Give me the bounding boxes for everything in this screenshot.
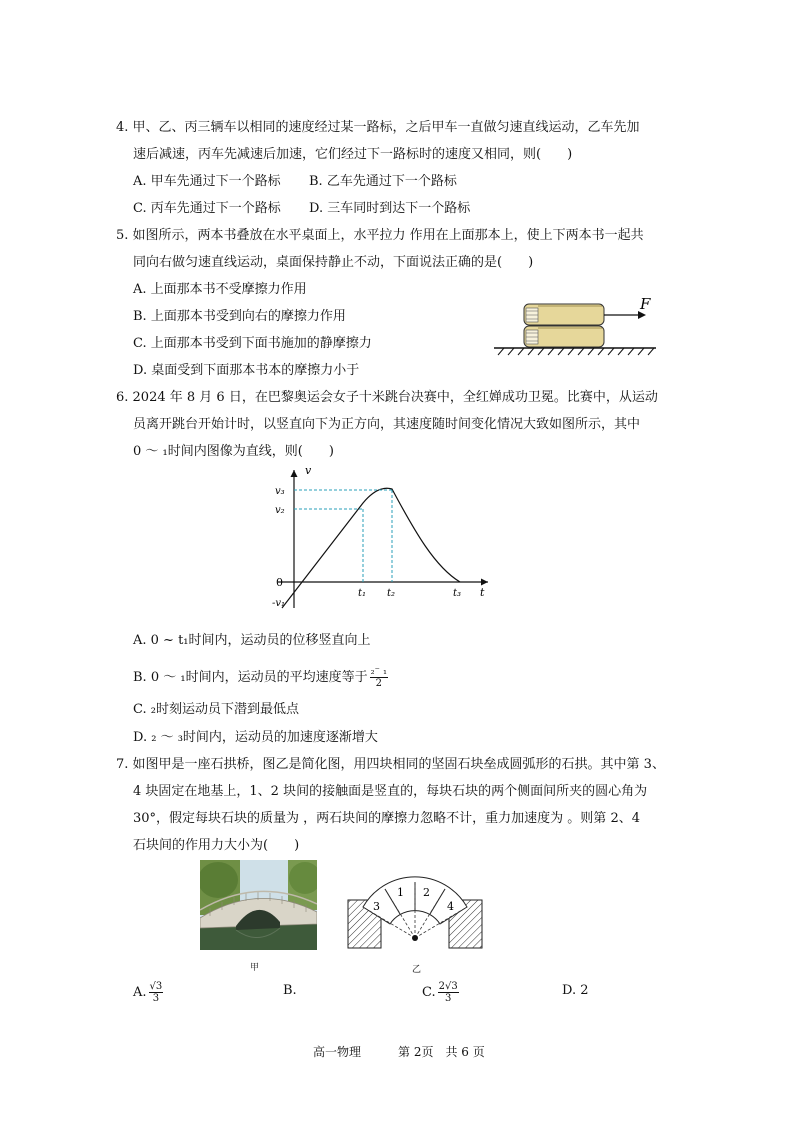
q5-option-a: A. 上面那本书不受摩擦力作用 — [133, 282, 307, 297]
velocity-time-graph — [270, 462, 500, 612]
t1-label: t₁ — [358, 588, 367, 599]
lower-book — [524, 326, 604, 347]
q7-option-a-letter: A. — [133, 985, 147, 1000]
q4-option-c: C. 丙车先通过下一个路标 — [133, 201, 281, 216]
books-figure — [490, 295, 660, 357]
q7-option-b: B. — [283, 983, 297, 998]
origin-label: 0 — [276, 576, 283, 589]
velocity-curve — [282, 488, 460, 608]
fraction-denominator: 3 — [152, 993, 160, 1004]
q6-stem-line2: 员离开跳台开始计时，以竖直向下为正方向，其速度随时间变化情况大致如图所示，其中 — [133, 417, 641, 432]
neg-v1-label: -v₁ — [272, 598, 286, 609]
q4-option-a: A. 甲车先通过下一个路标 — [133, 174, 281, 189]
guide-lines — [294, 490, 392, 582]
stone-label-4: 4 — [447, 900, 454, 913]
q7-option-d: D. 2 — [562, 983, 589, 998]
q7-stem-line3: 30°，假定每块石块的质量为 ，两石块间的摩擦力忽略不计，重力加速度为 。则第 2、4 — [133, 811, 640, 826]
q7-option-c-letter: C. — [422, 985, 436, 1000]
q5-option-b: B. 上面那本书受到向右的摩擦力作用 — [133, 309, 346, 324]
q4-option-b: B. 乙车先通过下一个路标 — [309, 174, 457, 189]
q4-stem-line2: 速后减速，丙车先减速后加速，它们经过下一路标时的速度又相同，则( ) — [133, 147, 573, 162]
q6-option-b-text: B. 0 ～ ₁时间内，运动员的平均速度等于 — [133, 670, 368, 685]
fraction-denominator: 3 — [444, 993, 452, 1004]
q7-option-c-fraction — [438, 981, 459, 1004]
arch-center-point — [412, 935, 418, 941]
t2-label: t₂ — [387, 588, 396, 599]
q6-stem-line1: 6. 2024 年 8 月 6 日，在巴黎奥运会女子十米跳台决赛中，全红婵成功卫冕。比赛中，从运动 — [116, 390, 658, 405]
table-surface — [494, 348, 656, 355]
q5-option-d: D. 桌面受到下面那本书本的摩擦力小于 — [133, 363, 360, 378]
t3-label: t₃ — [453, 588, 462, 599]
q6-option-c: C. ₂时刻运动员下潜到最低点 — [133, 702, 299, 717]
fraction-numerator: 2√3 — [438, 981, 458, 992]
q7-stem-line1: 7. 如图甲是一座石拱桥，图乙是简化图，用四块相同的坚固石块垒成圆弧形的石拱。其中第 3、 — [116, 757, 665, 772]
q6-stem-line3: 0 ～ ₁时间内图像为直线，则( ) — [133, 444, 334, 459]
q5-stem-line2: 同向右做匀速直线运动，桌面保持静止不动，下面说法正确的是( ) — [133, 255, 534, 270]
stone-label-2: 2 — [423, 886, 430, 899]
q6-option-d: D. ₂ ～ ₃时间内，运动员的加速度逐渐增大 — [133, 730, 378, 745]
footer-page-number: 第 2页 共 6 页 — [398, 1045, 485, 1059]
q7-stem-line4: 石块间的作用力大小为( ) — [133, 838, 300, 853]
stone-bridge-photo — [200, 860, 317, 950]
q7-option-c — [422, 981, 461, 1004]
t-axis-label: t — [480, 586, 485, 599]
fraction-numerator: √3 — [149, 981, 163, 992]
upper-book — [524, 304, 604, 325]
caption-jia: 甲 — [250, 963, 260, 973]
q7-option-a — [133, 981, 165, 1004]
q6-option-b-fraction — [370, 666, 388, 689]
q6-option-b — [133, 666, 390, 689]
q5-stem-line1: 5. 如图所示，两本书叠放在水平桌面上，水平拉力 作用在上面那本上，使上下两本书一起共 — [116, 228, 644, 243]
arch-diagram — [345, 870, 485, 960]
v3-label: v₃ — [275, 486, 285, 497]
v-axis-label: v — [305, 464, 312, 477]
footer-subject: 高一物理 — [313, 1045, 362, 1059]
force-label: F — [640, 295, 651, 313]
stone-label-3: 3 — [373, 900, 380, 913]
q5-option-c: C. 上面那本书受到下面书施加的静摩擦力 — [133, 336, 372, 351]
caption-yi: 乙 — [412, 965, 422, 975]
fraction-numerator: ₂⁻ ₁ — [370, 666, 388, 677]
v2-label: v₂ — [275, 505, 285, 516]
q7-stem-line2: 4 块固定在地基上，1、2 块间的接触面是竖直的，每块石块的两个侧面间所夹的圆心角为 — [133, 784, 648, 799]
fraction-denominator: 2 — [375, 678, 382, 689]
q4-option-d: D. 三车同时到达下一个路标 — [309, 201, 471, 216]
q6-option-a: A. 0 ~ t₁时间内，运动员的位移竖直向上 — [133, 633, 371, 648]
q7-option-a-fraction — [149, 981, 164, 1004]
q4-stem-line1: 4. 甲、乙、丙三辆车以相同的速度经过某一路标，之后甲车一直做匀速直线运动，乙车先加 — [116, 120, 640, 135]
stone-label-1: 1 — [397, 886, 404, 899]
